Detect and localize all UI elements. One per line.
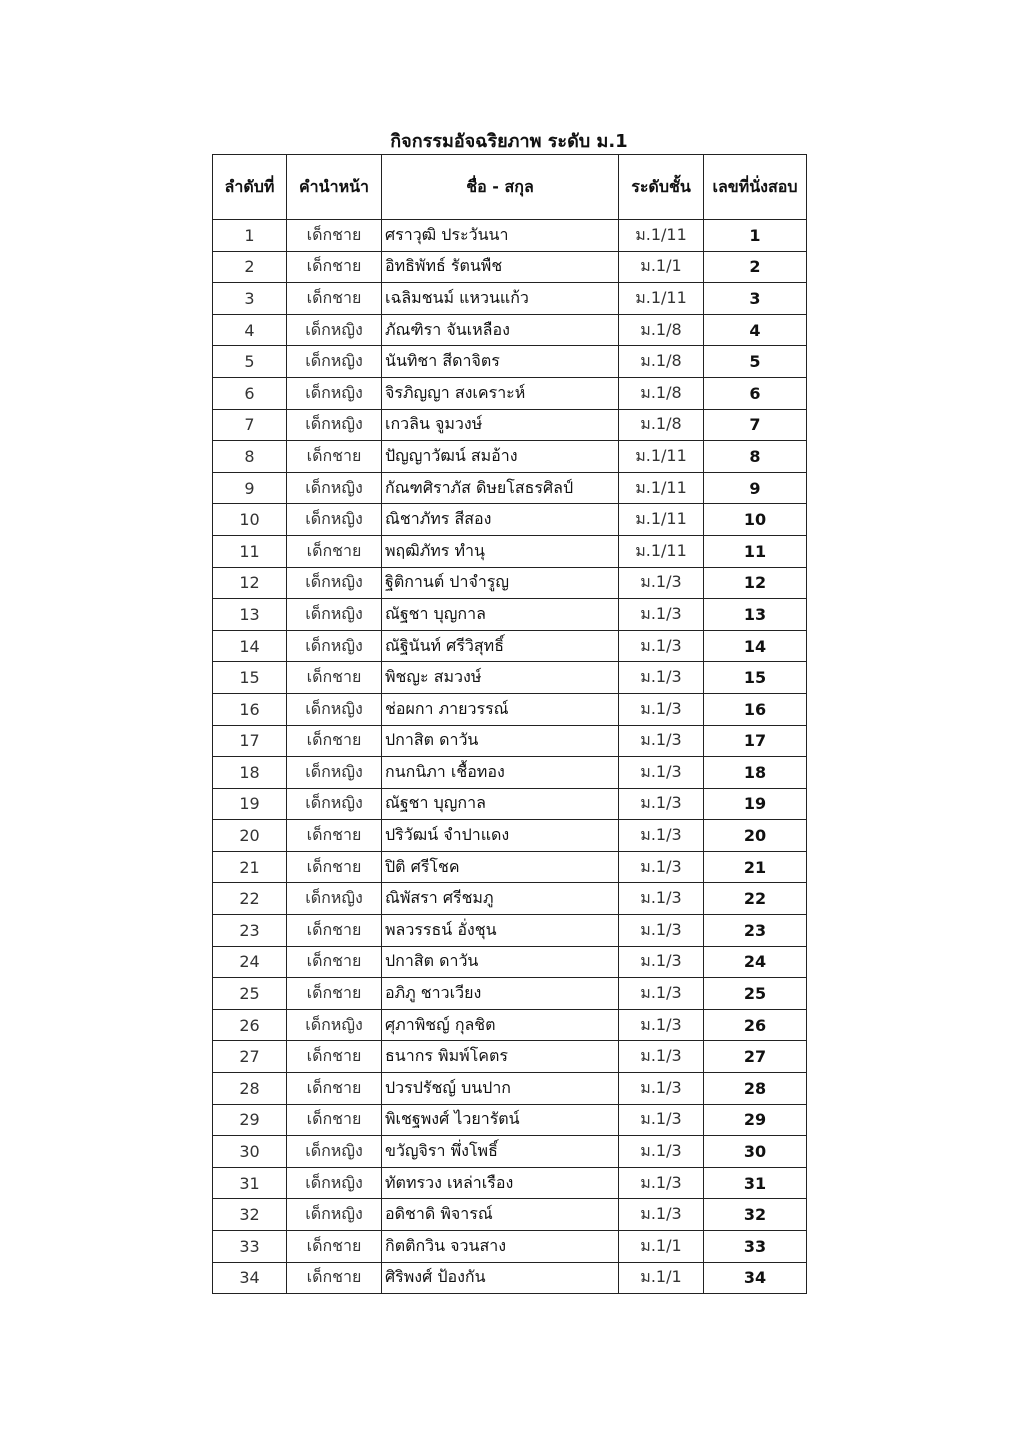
order-cell: 8 (213, 441, 287, 473)
name-cell: ณัฐชา บุญกาล (382, 788, 619, 820)
seat-number-cell: 27 (704, 1041, 807, 1073)
order-cell: 21 (213, 851, 287, 883)
order-cell: 10 (213, 504, 287, 536)
class-cell: ม.1/3 (619, 788, 704, 820)
seat-number-cell: 3 (704, 283, 807, 315)
seat-number-cell: 13 (704, 599, 807, 631)
header-seat-number: เลขที่นั่งสอบ (704, 155, 807, 220)
name-cell: ฐิติกานต์ ปาจำรูญ (382, 567, 619, 599)
order-cell: 7 (213, 409, 287, 441)
order-cell: 16 (213, 693, 287, 725)
table-row (213, 630, 807, 662)
name-cell: ณัฐชา บุญกาล (382, 599, 619, 631)
order-cell: 9 (213, 472, 287, 504)
class-cell: ม.1/3 (619, 883, 704, 915)
seat-number-cell: 25 (704, 978, 807, 1010)
order-cell: 33 (213, 1231, 287, 1263)
name-cell: กัณฑศิราภัส ดิษยโสธรศิลป์ (382, 472, 619, 504)
seat-number-cell: 9 (704, 472, 807, 504)
table-row (213, 504, 807, 536)
name-cell: เฉลิมชนม์ แหวนแก้ว (382, 283, 619, 315)
exam-seating-table (212, 154, 807, 1294)
table-row (213, 1262, 807, 1294)
order-cell: 18 (213, 757, 287, 789)
seat-number-cell: 20 (704, 820, 807, 852)
prefix-cell: เด็กหญิง (287, 409, 382, 441)
class-cell: ม.1/1 (619, 251, 704, 283)
table-row (213, 409, 807, 441)
prefix-cell: เด็กหญิง (287, 1136, 382, 1168)
name-cell: นันทิชา สีดาจิตร (382, 346, 619, 378)
seat-number-cell: 28 (704, 1073, 807, 1105)
seat-number-cell: 5 (704, 346, 807, 378)
name-cell: ภัณฑิรา จันเหลือง (382, 314, 619, 346)
name-cell: ปิติ ศรีโชค (382, 851, 619, 883)
order-cell: 23 (213, 915, 287, 947)
prefix-cell: เด็กหญิง (287, 757, 382, 789)
name-cell: ศุภาพิชญ์ กุลชิต (382, 1009, 619, 1041)
seat-number-cell: 32 (704, 1199, 807, 1231)
prefix-cell: เด็กชาย (287, 535, 382, 567)
name-cell: ปกาสิต ดาวัน (382, 946, 619, 978)
seat-number-cell: 11 (704, 535, 807, 567)
class-cell: ม.1/11 (619, 535, 704, 567)
order-cell: 19 (213, 788, 287, 820)
class-cell: ม.1/11 (619, 504, 704, 536)
name-cell: กิตติกวิน จวนสาง (382, 1231, 619, 1263)
table-row (213, 788, 807, 820)
table-row (213, 283, 807, 315)
table-row (213, 314, 807, 346)
prefix-cell: เด็กหญิง (287, 630, 382, 662)
seat-number-cell: 12 (704, 567, 807, 599)
table-body (213, 220, 807, 1294)
prefix-cell: เด็กหญิง (287, 1167, 382, 1199)
table-row (213, 851, 807, 883)
prefix-cell: เด็กชาย (287, 283, 382, 315)
order-cell: 15 (213, 662, 287, 694)
prefix-cell: เด็กชาย (287, 220, 382, 252)
table-row (213, 662, 807, 694)
prefix-cell: เด็กหญิง (287, 693, 382, 725)
prefix-cell: เด็กชาย (287, 1073, 382, 1105)
order-cell: 13 (213, 599, 287, 631)
table-row (213, 472, 807, 504)
class-cell: ม.1/3 (619, 1167, 704, 1199)
table-row (213, 1104, 807, 1136)
class-cell: ม.1/8 (619, 346, 704, 378)
order-cell: 24 (213, 946, 287, 978)
prefix-cell: เด็กหญิง (287, 377, 382, 409)
order-cell: 34 (213, 1262, 287, 1294)
name-cell: ปัญญาวัฒน์ สมอ้าง (382, 441, 619, 473)
order-cell: 27 (213, 1041, 287, 1073)
class-cell: ม.1/3 (619, 1104, 704, 1136)
name-cell: พิชญะ สมวงษ์ (382, 662, 619, 694)
name-cell: ปริวัฒน์ จำปาแดง (382, 820, 619, 852)
seat-number-cell: 21 (704, 851, 807, 883)
class-cell: ม.1/3 (619, 1136, 704, 1168)
name-cell: พลวรรธน์ อั่งชุน (382, 915, 619, 947)
class-cell: ม.1/3 (619, 1009, 704, 1041)
name-cell: เกวลิน จูมวงษ์ (382, 409, 619, 441)
seat-number-cell: 15 (704, 662, 807, 694)
order-cell: 4 (213, 314, 287, 346)
seat-number-cell: 18 (704, 757, 807, 789)
table-row (213, 820, 807, 852)
order-cell: 25 (213, 978, 287, 1010)
class-cell: ม.1/3 (619, 693, 704, 725)
header-class-level: ระดับชั้น (619, 155, 704, 220)
name-cell: ปวรปรัชญ์ บนปาก (382, 1073, 619, 1105)
table-row (213, 251, 807, 283)
seat-number-cell: 16 (704, 693, 807, 725)
seat-number-cell: 10 (704, 504, 807, 536)
seat-number-cell: 29 (704, 1104, 807, 1136)
table-row (213, 220, 807, 252)
prefix-cell: เด็กชาย (287, 1262, 382, 1294)
seat-number-cell: 31 (704, 1167, 807, 1199)
prefix-cell: เด็กหญิง (287, 567, 382, 599)
header-full-name: ชื่อ - สกุล (382, 155, 619, 220)
seat-number-cell: 23 (704, 915, 807, 947)
prefix-cell: เด็กหญิง (287, 599, 382, 631)
class-cell: ม.1/3 (619, 1199, 704, 1231)
order-cell: 2 (213, 251, 287, 283)
class-cell: ม.1/3 (619, 946, 704, 978)
table-header-row (213, 155, 807, 220)
seat-number-cell: 8 (704, 441, 807, 473)
class-cell: ม.1/11 (619, 441, 704, 473)
prefix-cell: เด็กชาย (287, 441, 382, 473)
order-cell: 30 (213, 1136, 287, 1168)
table-row (213, 757, 807, 789)
order-cell: 17 (213, 725, 287, 757)
seat-number-cell: 22 (704, 883, 807, 915)
class-cell: ม.1/3 (619, 820, 704, 852)
table-row (213, 1136, 807, 1168)
prefix-cell: เด็กหญิง (287, 504, 382, 536)
order-cell: 6 (213, 377, 287, 409)
table-row (213, 693, 807, 725)
table-row (213, 946, 807, 978)
class-cell: ม.1/1 (619, 1262, 704, 1294)
class-cell: ม.1/3 (619, 757, 704, 789)
name-cell: ณิพัสรา ศรีชมภู (382, 883, 619, 915)
name-cell: อดิชาดิ พิจารณ์ (382, 1199, 619, 1231)
table-row (213, 978, 807, 1010)
seat-number-cell: 30 (704, 1136, 807, 1168)
name-cell: ณัฐินันท์ ศรีวิสุทธิ์ (382, 630, 619, 662)
class-cell: ม.1/11 (619, 283, 704, 315)
class-cell: ม.1/3 (619, 630, 704, 662)
prefix-cell: เด็กหญิง (287, 788, 382, 820)
prefix-cell: เด็กชาย (287, 725, 382, 757)
class-cell: ม.1/11 (619, 220, 704, 252)
class-cell: ม.1/3 (619, 662, 704, 694)
table-row (213, 883, 807, 915)
class-cell: ม.1/3 (619, 1073, 704, 1105)
name-cell: อภิภู ชาวเวียง (382, 978, 619, 1010)
name-cell: อิทธิพัทธ์ รัตนพืช (382, 251, 619, 283)
name-cell: ศิริพงศ์ ป้องกัน (382, 1262, 619, 1294)
class-cell: ม.1/3 (619, 915, 704, 947)
order-cell: 28 (213, 1073, 287, 1105)
prefix-cell: เด็กชาย (287, 946, 382, 978)
class-cell: ม.1/11 (619, 472, 704, 504)
table-row (213, 599, 807, 631)
class-cell: ม.1/8 (619, 377, 704, 409)
table-row (213, 346, 807, 378)
name-cell: พิเชฐพงศ์ ไวยารัตน์ (382, 1104, 619, 1136)
order-cell: 31 (213, 1167, 287, 1199)
prefix-cell: เด็กหญิง (287, 314, 382, 346)
seat-number-cell: 26 (704, 1009, 807, 1041)
prefix-cell: เด็กชาย (287, 851, 382, 883)
page-title: กิจกรรมอัจฉริยภาพ ระดับ ม.1 (390, 131, 628, 152)
prefix-cell: เด็กชาย (287, 662, 382, 694)
prefix-cell: เด็กชาย (287, 1041, 382, 1073)
seat-number-cell: 2 (704, 251, 807, 283)
order-cell: 12 (213, 567, 287, 599)
order-cell: 29 (213, 1104, 287, 1136)
table-row (213, 1199, 807, 1231)
class-cell: ม.1/3 (619, 725, 704, 757)
seat-number-cell: 6 (704, 377, 807, 409)
name-cell: ปกาสิต ดาวัน (382, 725, 619, 757)
prefix-cell: เด็กชาย (287, 820, 382, 852)
prefix-cell: เด็กชาย (287, 1104, 382, 1136)
class-cell: ม.1/3 (619, 978, 704, 1010)
name-cell: ช่อผกา ภายวรรณ์ (382, 693, 619, 725)
class-cell: ม.1/8 (619, 409, 704, 441)
seat-number-cell: 19 (704, 788, 807, 820)
seat-number-cell: 14 (704, 630, 807, 662)
name-cell: จิรภิญญา สงเคราะห์ (382, 377, 619, 409)
table-row (213, 567, 807, 599)
name-cell: กนกนิภา เชื้อทอง (382, 757, 619, 789)
order-cell: 32 (213, 1199, 287, 1231)
seat-number-cell: 1 (704, 220, 807, 252)
class-cell: ม.1/8 (619, 314, 704, 346)
name-cell: ธนากร พิมพ์โคตร (382, 1041, 619, 1073)
table-row (213, 535, 807, 567)
seat-number-cell: 4 (704, 314, 807, 346)
name-cell: ทัตทรวง เหล่าเรือง (382, 1167, 619, 1199)
prefix-cell: เด็กชาย (287, 1231, 382, 1263)
prefix-cell: เด็กหญิง (287, 346, 382, 378)
seat-number-cell: 17 (704, 725, 807, 757)
table-row (213, 915, 807, 947)
order-cell: 3 (213, 283, 287, 315)
class-cell: ม.1/1 (619, 1231, 704, 1263)
seat-number-cell: 33 (704, 1231, 807, 1263)
table-row (213, 441, 807, 473)
seat-number-cell: 34 (704, 1262, 807, 1294)
order-cell: 26 (213, 1009, 287, 1041)
header-order: ลำดับที่ (213, 155, 287, 220)
prefix-cell: เด็กหญิง (287, 883, 382, 915)
name-cell: ศราวุฒิ ประวันนา (382, 220, 619, 252)
table-row (213, 1231, 807, 1263)
name-cell: พฤฒิภัทร ทำนุ (382, 535, 619, 567)
prefix-cell: เด็กชาย (287, 978, 382, 1010)
table-row (213, 1009, 807, 1041)
seat-number-cell: 7 (704, 409, 807, 441)
order-cell: 20 (213, 820, 287, 852)
class-cell: ม.1/3 (619, 1041, 704, 1073)
class-cell: ม.1/3 (619, 851, 704, 883)
table-row (213, 377, 807, 409)
name-cell: ขวัญจิรา พึ่งโพธิ์ (382, 1136, 619, 1168)
table-row (213, 725, 807, 757)
order-cell: 1 (213, 220, 287, 252)
order-cell: 11 (213, 535, 287, 567)
prefix-cell: เด็กหญิง (287, 1009, 382, 1041)
table-row (213, 1073, 807, 1105)
order-cell: 14 (213, 630, 287, 662)
table-row (213, 1167, 807, 1199)
order-cell: 22 (213, 883, 287, 915)
seat-number-cell: 24 (704, 946, 807, 978)
class-cell: ม.1/3 (619, 567, 704, 599)
prefix-cell: เด็กหญิง (287, 1199, 382, 1231)
class-cell: ม.1/3 (619, 599, 704, 631)
name-cell: ณิชาภัทร สีสอง (382, 504, 619, 536)
order-cell: 5 (213, 346, 287, 378)
header-prefix: คำนำหน้า (287, 155, 382, 220)
prefix-cell: เด็กหญิง (287, 472, 382, 504)
prefix-cell: เด็กชาย (287, 915, 382, 947)
prefix-cell: เด็กชาย (287, 251, 382, 283)
table-row (213, 1041, 807, 1073)
